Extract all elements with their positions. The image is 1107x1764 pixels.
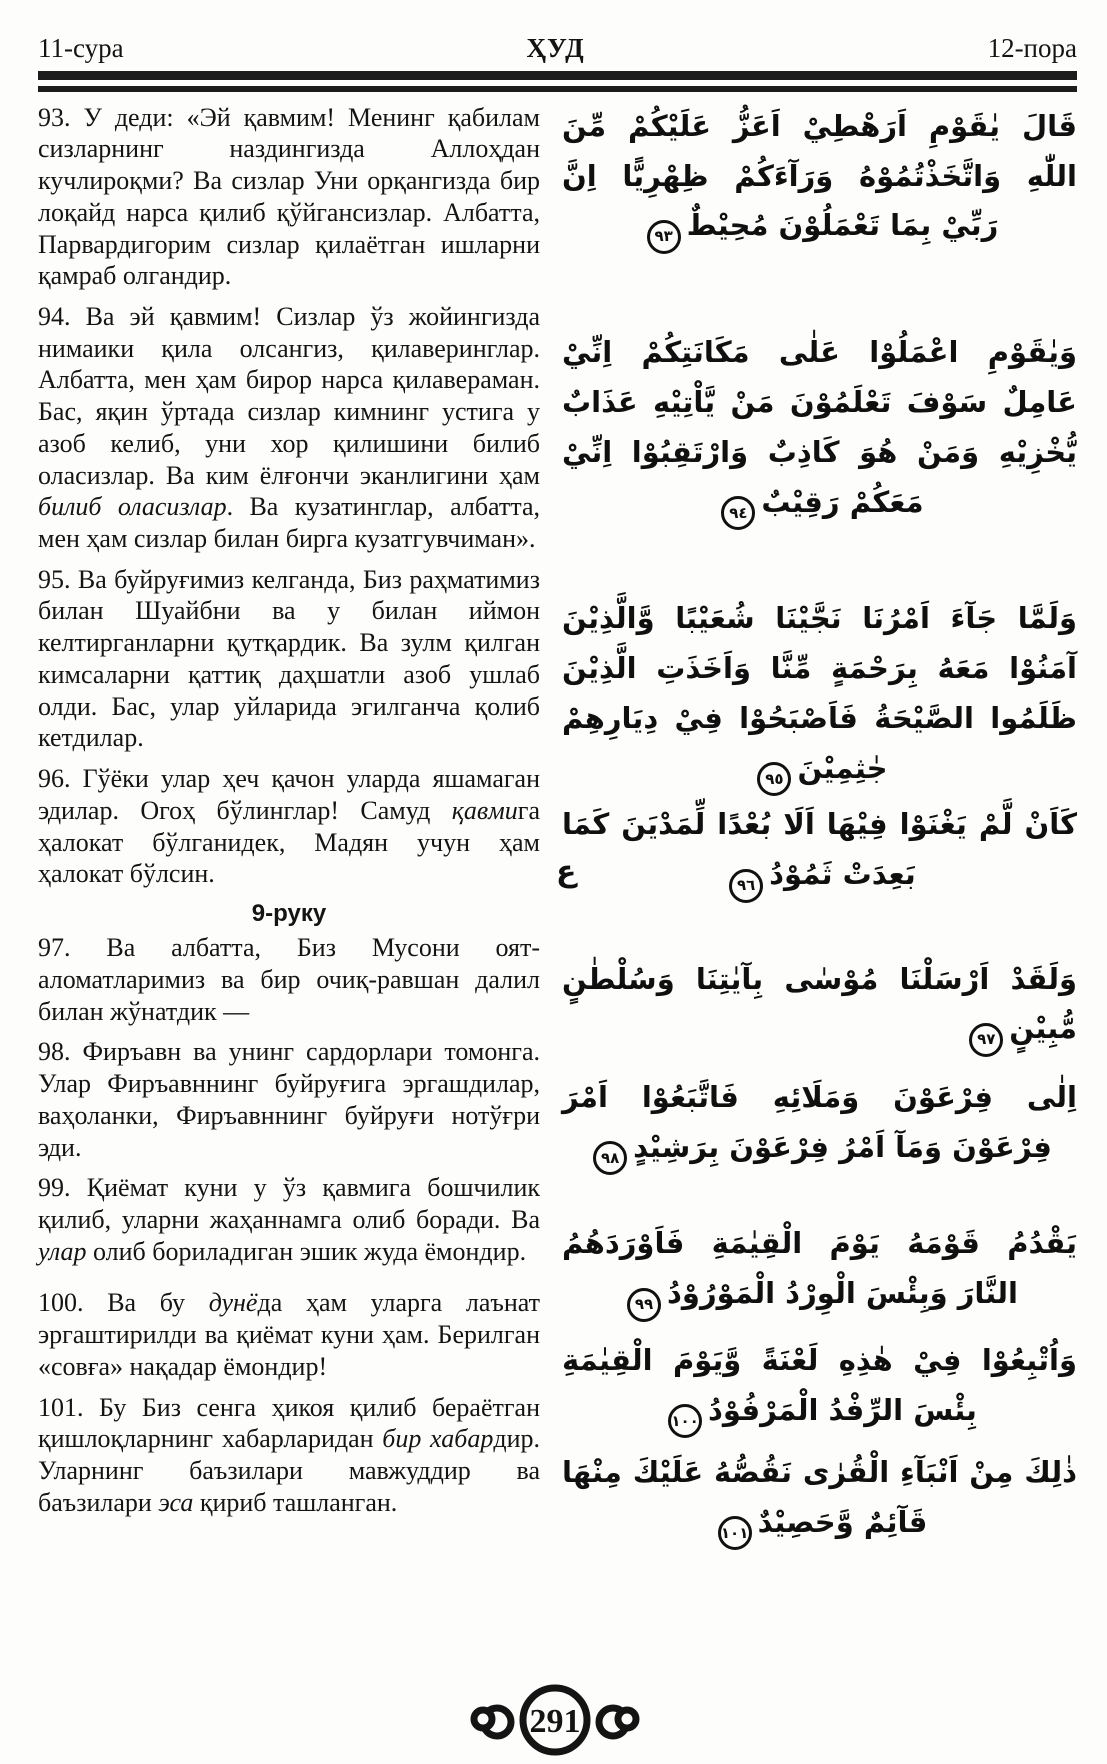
arabic-verse-94 bbox=[562, 328, 1077, 530]
page-content bbox=[38, 102, 1077, 1551]
arabic-verse-97 bbox=[562, 955, 1077, 1057]
cartouche-ornament bbox=[450, 1682, 660, 1758]
arabic-text-97: وَلَقَدْ اَرْسَلْنَا مُوْسٰى بِآيٰتِنَا وَسُلْطٰنٍ مُّبِيْنٍ bbox=[562, 961, 1077, 1046]
header-surah-name: ҲУД bbox=[526, 33, 585, 63]
arabic-text-94: وَيٰقَوْمِ اعْمَلُوْا عَلٰى مَكَانَتِكُمْ اِنِّيْ عَامِلٌ سَوْفَ تَعْلَمُوْنَ مَنْ يَّاْتِيْهِ عَذَابٌ يُّخْزِيْهِ وَمَنْ هُوَ كَاذِبٌ وَارْتَقِبُوْا اِنِّيْ مَعَكُمْ رَقِيْبٌ bbox=[562, 334, 1077, 519]
verse-number-badge-97: ٩٧ bbox=[969, 1023, 1003, 1057]
arabic-column bbox=[556, 102, 1077, 1551]
verse-number-badge-96: ٩٦ bbox=[729, 869, 763, 903]
arabic-text-99: يَقْدُمُ قَوْمَهُ يَوْمَ الْقِيٰمَةِ فَاَوْرَدَهُمُ النَّارَ وَبِئْسَ الْوِرْدُ الْمَوْرُوْدُ bbox=[562, 1226, 1077, 1311]
verse-number-badge-101: ١٠١ bbox=[718, 1516, 752, 1550]
verse-number-badge-94: ٩٤ bbox=[721, 496, 755, 530]
verse-paragraph-101: 101. Бу Биз сенга ҳикоя қилиб бераётган қишлоқларнинг хабарларидан бир хабардир. Уларнинг баъзилари мавжуддир ва баъзилари эса қириб ташланган. bbox=[38, 1392, 540, 1517]
arabic-text-95: وَلَمَّا جَآءَ اَمْرُنَا نَجَّيْنَا شُعَيْبًا وَّالَّذِيْنَ آمَنُوْا مَعَهُ بِرَحْمَةٍ مِّنَّا وَاَخَذَتِ الَّذِيْنَ ظَلَمُوا الصَّيْحَةُ فَاَصْبَحُوْا فِيْ دِيَارِهِمْ جٰثِمِيْنَ bbox=[562, 601, 1077, 785]
verse-number-badge-99: ٩٩ bbox=[627, 1288, 661, 1322]
verse-paragraph-94: 94. Ва эй қавмим! Сизлар ўз жойингизда нимаики қила олсангиз, қилаверинглар. Албатта, мен ҳам бирор нарса қилавераман. Бас, яқин ўртада сизлар кимнинг устига у азоб келиб, уни хор қилишини билиб оласизлар. Ва ким ёлғончи эканлигини ҳам билиб оласизлар. Ва кузатинглар, албатта, мен ҳам сизлар билан бирга кузатгувчиман». bbox=[38, 302, 540, 554]
verse-number-badge-100: ١٠٠ bbox=[668, 1404, 702, 1438]
arabic-verse-100 bbox=[562, 1336, 1077, 1438]
verse-number-badge-95: ٩٥ bbox=[757, 762, 791, 796]
arabic-verse-98 bbox=[562, 1073, 1077, 1175]
arabic-verse-96 bbox=[556, 800, 1077, 902]
header-double-rule bbox=[38, 71, 1077, 92]
arabic-text-96: كَاَنْ لَّمْ يَغْنَوْا فِيْهَا اَلَا بُعْدًا لِّمَدْيَنَ كَمَا بَعِدَتْ ثَمُوْدُ bbox=[562, 807, 1077, 892]
verse-paragraph-97: 97. Ва албатта, Биз Мусони оят-аломатларимиз ва бир очиқ-равшан далил билан жўнатдик — bbox=[38, 933, 540, 1026]
ruku-margin-marker: ع bbox=[556, 853, 577, 889]
arabic-text-100: وَاُتْبِعُوْا فِيْ هٰذِهِ لَعْنَةً وَّيَوْمَ الْقِيٰمَةِ بِئْسَ الرِّفْدُ الْمَرْفُوْدُ bbox=[562, 1342, 1077, 1427]
header-para-label: 12-пора bbox=[987, 33, 1077, 63]
arabic-verse-101 bbox=[562, 1448, 1077, 1550]
verse-paragraph-96: 96. Гўёки улар ҳеч қачон уларда яшамаган эдилар. Огоҳ бўлинглар! Самуд қавмига ҳалокат бўлганидек, Мадян учун ҳам ҳалокат бўлсин. bbox=[38, 764, 540, 889]
page-number: 291 bbox=[529, 1703, 581, 1740]
page-number-cartouche bbox=[450, 1682, 660, 1758]
arabic-text-101: ذٰلِكَ مِنْ اَنْبَآءِ الْقُرٰى نَقُصُّهُ عَلَيْكَ مِنْهَا قَآئِمٌ وَّحَصِيْدٌ bbox=[562, 1455, 1077, 1539]
translation-column bbox=[38, 102, 540, 1551]
verse-paragraph-93: 93. У деди: «Эй қавмим! Менинг қабилам сизларнинг наздингизда Аллоҳдан кучлироқми? Ва сизлар Уни орқангизда бир лоқайд нарса қилиб қўйгансизлар. Албатта, Парвардигорим сизлар қилаётган ишларни қамраб олгандир. bbox=[38, 102, 540, 291]
arabic-verse-99 bbox=[562, 1219, 1077, 1321]
verse-paragraph-98: 98. Фиръавн ва унинг сардорлари томонга. Улар Фиръавннинг буйруғига эргашдилар, ваҳоланки, Фиръавннинг буйруғи нотўғри эди. bbox=[38, 1037, 540, 1162]
arabic-text-93: قَالَ يٰقَوْمِ اَرَهْطِيْ اَعَزُّ عَلَيْكُمْ مِّنَ اللّٰهِ وَاتَّخَذْتُمُوْهُ وَرَآءَكُمْ ظِهْرِيًّا اِنَّ رَبِّيْ بِمَا تَعْمَلُوْنَ مُحِيْطٌ bbox=[562, 108, 1077, 243]
arabic-verse-93 bbox=[562, 102, 1077, 254]
page-header bbox=[38, 34, 1077, 64]
verse-number-badge-93: ٩٣ bbox=[647, 220, 681, 254]
header-sura-label: 11-сура bbox=[38, 33, 124, 63]
verse-paragraph-99: 99. Қиёмат куни у ўз қавмига бошчилик қилиб, уларни жаҳаннамга олиб боради. Ва улар олиб бориладиган эшик жуда ёмондир. bbox=[38, 1173, 540, 1266]
arabic-text-98: اِلٰى فِرْعَوْنَ وَمَلَائِهِ فَاتَّبَعُوْا اَمْرَ فِرْعَوْنَ وَمَآ اَمْرُ فِرْعَوْنَ بِرَشِيْدٍ bbox=[562, 1079, 1077, 1164]
ruku-heading: 9-руку bbox=[251, 899, 327, 927]
verse-paragraph-100: 100. Ва бу дунёда ҳам уларга лаънат эргаштирилди ва қиёмат куни ҳам. Берилган «совға» нақадар ёмондир! bbox=[38, 1288, 540, 1381]
verse-paragraph-95: 95. Ва буйруғимиз келганда, Биз раҳматимиз билан Шуайбни ва у билан иймон келтирганларни қутқардик. Ва зулм қилган кимсаларни қаттиқ даҳшатли азоб ушлаб олди. Бас, улар уйларида эгилганча қолиб кетдилар. bbox=[38, 564, 540, 753]
verse-number-badge-98: ٩٨ bbox=[593, 1141, 627, 1175]
arabic-verse-95 bbox=[562, 594, 1077, 796]
